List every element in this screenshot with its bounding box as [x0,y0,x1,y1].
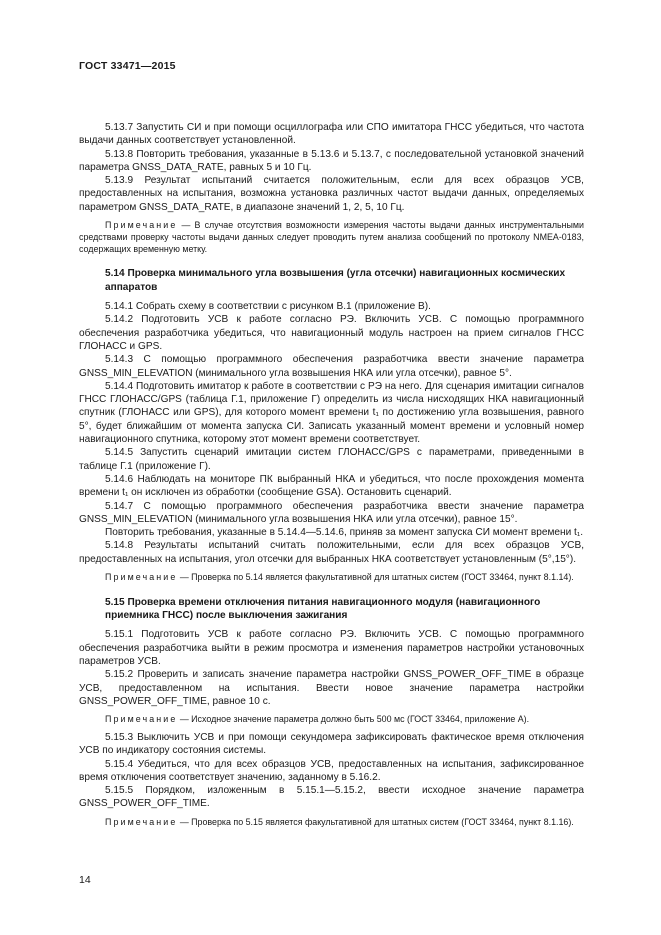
note-text: — Исходное значение параметра должно быть 500 мс (ГОСТ 33464, приложение А). [177,714,530,725]
paragraph-5-14-7: 5.14.7 С помощью программного обеспечения разработчика ввести значение параметра GNSS_MIN_ELEVATION (минимального угла возвышения НКА или угла отсечки), равное 15°. [79,500,584,525]
section-heading-5-14: 5.14 Проверка минимального угла возвышения (угла отсечки) навигационных космических аппаратов [105,268,566,293]
section-heading-5-15: 5.15 Проверка времени отключения питания навигационного модуля (навигационного приемника ГНСС) после выключения зажигания [105,596,541,622]
paragraph-5-15-2: 5.15.2 Проверить и записать значение параметра настройки GNSS_POWER_OFF_TIME в образце УСВ, предоставленном на испытания. Ввести новое значение параметра настройки GNSS_POWER_OFF_TIME, равное 10 с. [79,669,584,707]
note-label: Примечание [105,220,178,231]
paragraph-5-14-6: 5.14.6 Наблюдать на мониторе ПК выбранный НКА и убедиться, что после прохождения момента времени t₁ он исключен из обработки (сообщение GSA). Остановить сценарий. [79,473,584,499]
note-5-15 [79,817,584,829]
paragraph-5-15-4: 5.15.4 Убедиться, что для всех образцов УСВ, предоставленных на испытания, зафиксированное время отключения соответствует значению, заданному в 5.16.2. [79,758,584,783]
note-label: Примечание [105,714,178,725]
paragraph-5-14-7-repeat: Повторить требования, указанные в 5.14.4—5.14.6, приняв за момент запуска СИ момент времени t₁. [105,527,584,539]
paragraph-5-13-9: 5.13.9 Результат испытаний считается положительным, если для всех образцов УСВ, предоставленных на испытания, возможна установка различных частот выдачи данных, определяемых параметром GNSS_DATA_RATE, в диапазоне значений 1, 2, 5, 10 Гц. [79,175,584,213]
note-label: Примечание [105,572,178,582]
note-label: Примечание [105,816,178,827]
paragraph-5-14-1: 5.14.1 Собрать схему в соответствии с рисунком В.1 (приложение В). [105,301,431,313]
paragraph-5-13-7: 5.13.7 Запустить СИ и при помощи осциллографа или СПО имитатора ГНСС убедиться, что частота выдачи данных соответствует установленной. [79,122,584,147]
paragraph-5-15-5: 5.15.5 Порядком, изложенным в 5.15.1—5.15.2, ввести исходное значение параметра GNSS_POWER_OFF_TIME. [79,785,584,810]
paragraph-5-15-1: 5.15.1 Подготовить УСВ к работе согласно РЭ. Включить УСВ. С помощью программного обеспечения разработчика выйти в режим просмотра и изменения параметров настройки установочных параметров УСВ. [79,629,584,667]
paragraph-5-14-2: 5.14.2 Подготовить УСВ к работе согласно РЭ. Включить УСВ. С помощью программного обеспечения разработчика убедиться, что навигационный модуль настроен на прием сигналов ГНСС ГЛОНАСС и GPS. [79,314,584,352]
note-5-13 [79,220,584,255]
paragraph-5-13-8: 5.13.8 Повторить требования, указанные в 5.13.6 и 5.13.7, с последовательной установкой значений параметра GNSS_DATA_RATE, равных 5 и 10 Гц. [79,148,584,173]
standard-header: ГОСТ 33471—2015 [79,60,176,72]
paragraph-5-14-3: 5.14.3 С помощью программного обеспечения разработчика ввести значение параметра GNSS_MIN_ELEVATION (минимального угла возвышения НКА или угла отсечки), равное 5°. [79,354,584,379]
page-number: 14 [79,874,91,886]
note-text: — Проверка по 5.14 является факультативной для штатных систем (ГОСТ 33464, пункт 8.1.14). [177,572,574,582]
note-text: — В случае отсутствия возможности измерения частоты выдачи данных инструментальными средствами проверку частоты выдачи данных следует проводить путем анализа сообщений по протоколу NMEA-0183, содержащих временную метку. [79,220,584,254]
note-text: — Проверка по 5.15 является факультативной для штатных систем (ГОСТ 33464, пункт 8.1.16). [177,816,574,827]
paragraph-5-14-4: 5.14.4 Подготовить имитатор к работе в соответствии с РЭ на него. Для сценария имитации сигналов ГНСС ГЛОНАСС/GPS (таблица Г.1, приложение Г) определить из числа нисходящих НКА навигационный спутник (ГЛОНАСС или GPS), для которого момент времени t₁ по достижению угла возвышения, равного 5°, будет ближайшим от момента запуска СИ. Записать указанный момент времени и условный номер навигационного спутника, которому этот момент времени соответствует. [79,380,584,446]
paragraph-5-14-8: 5.14.8 Результаты испытаний считать положительными, если для всех образцов УСВ, предоставленных на испытания, угол отсечки для выбранных НКА соответствует установленным (5°,15°). [79,540,584,565]
document-body [79,121,584,830]
note-5-15-2 [79,714,584,726]
paragraph-5-14-5: 5.14.5 Запустить сценарий имитации систем ГЛОНАСС/GPS с параметрами, приведенными в таблице Г.1 (приложение Г). [79,447,584,472]
note-5-14 [79,572,584,584]
paragraph-5-15-3: 5.15.3 Выключить УСВ и при помощи секундомера зафиксировать фактическое время отключения УСВ по индикатору состояния системы. [79,731,584,757]
